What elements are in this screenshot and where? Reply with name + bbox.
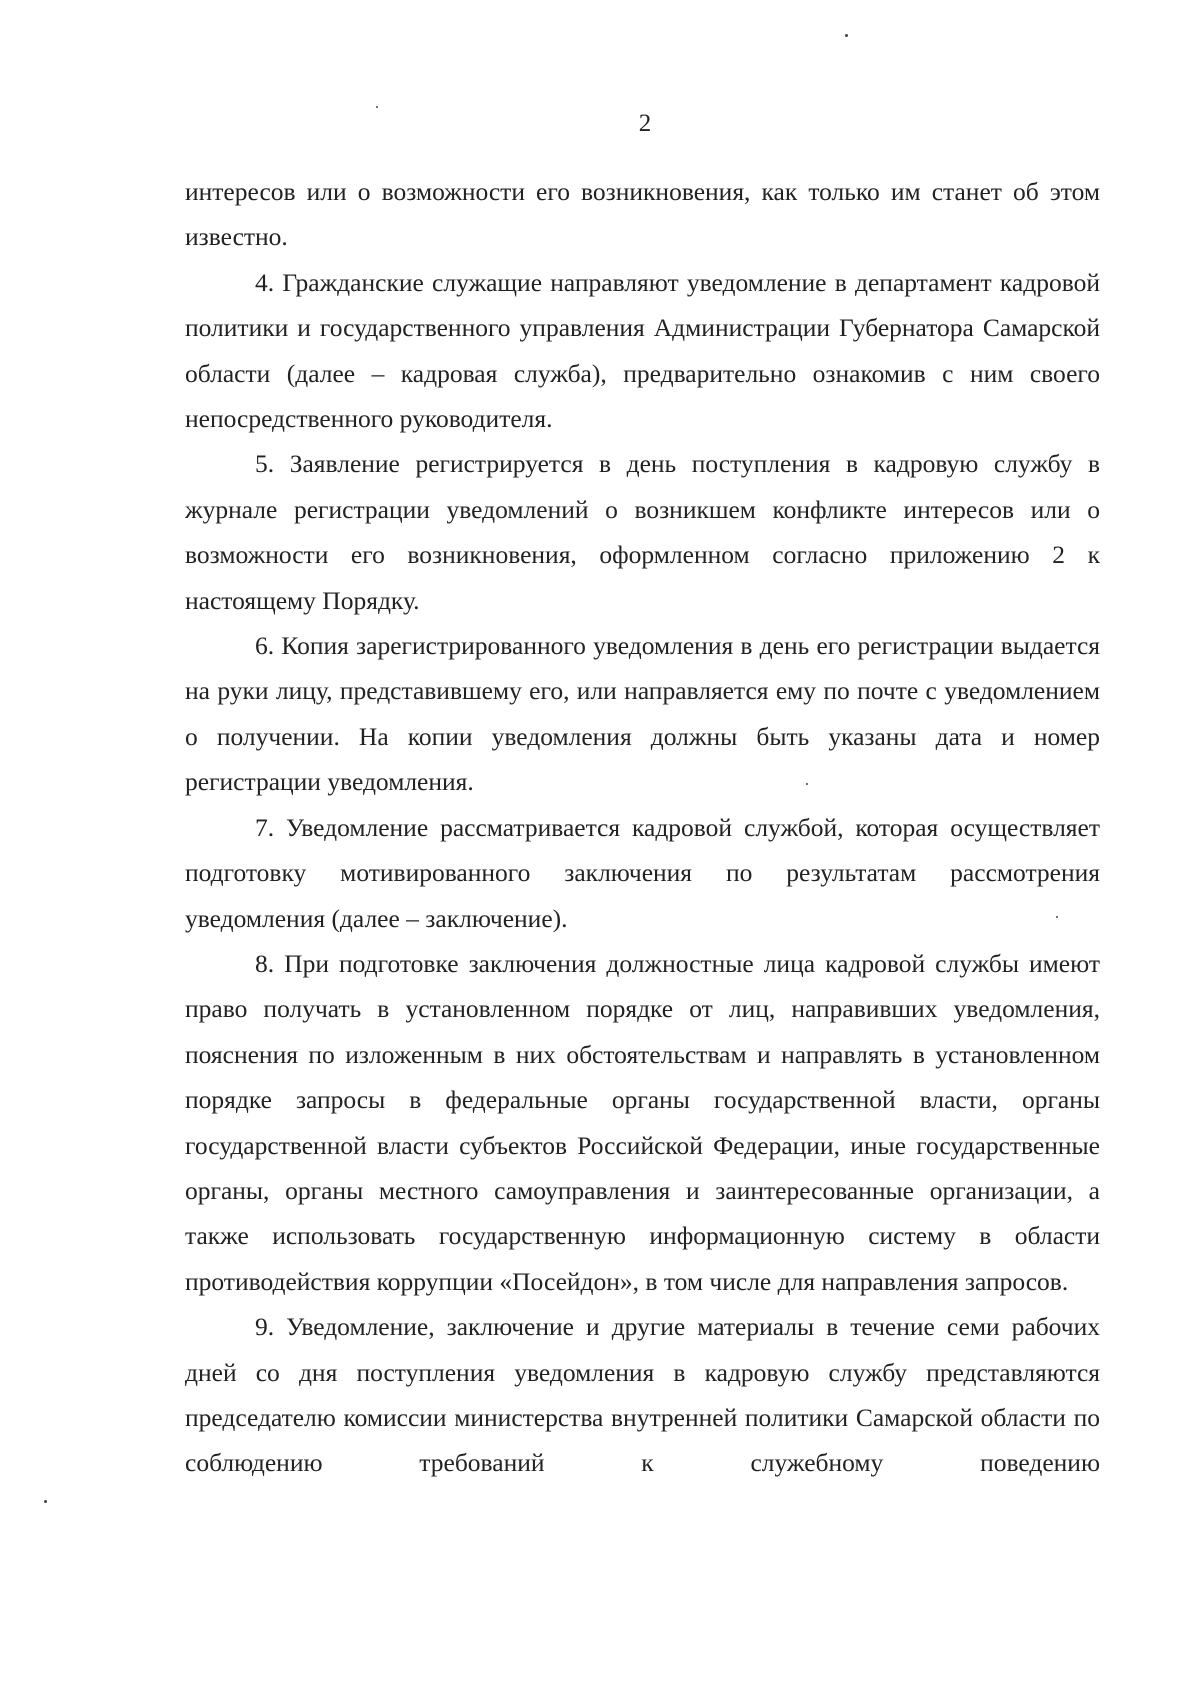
scan-speck	[376, 106, 378, 108]
paragraph-5: 5. Заявление регистрируется в день поступления в кадровую службу в журнале регистрации уведомлений о возникшем конфликте интересов или о возможности его возникновения, оформленном согласно приложению 2 к настоящему Порядку.	[185, 449, 1100, 615]
document-body	[185, 169, 1100, 1486]
paragraph-continuation: интересов или о возможности его возникновения, как только им станет об этом известно.	[185, 177, 1100, 252]
page-number: 2	[638, 110, 652, 137]
paragraph-8: 8. При подготовке заключения должностные лица кадровой службы имеют право получать в установленном порядке от лиц, направивших уведомления, пояснения по изложенным в них обстоятельствам и направлять в установленном порядке запросы в федеральные органы государственной власти, органы государственной власти субъектов Российской Федерации, иные государственные органы, органы местного самоуправления и заинтересованные организации, а также использовать государственную информационную систему в области противодействия коррупции «Посейдон», в том числе для направления запросов.	[185, 948, 1100, 1296]
paragraph-7: 7. Уведомление рассматривается кадровой службой, которая осуществляет подготовку мотивированного заключения по результатам рассмотрения уведомления (далее – заключение).	[185, 812, 1100, 933]
paragraph-9: 9. Уведомление, заключение и другие материалы в течение семи рабочих дней со дня поступления уведомления в кадровую службу представляются председателю комиссии министерства внутренней политики Самарской области по соблюдению требований к служебному поведению	[185, 1312, 1100, 1478]
scan-speck	[44, 1500, 47, 1503]
scan-speck	[1056, 916, 1058, 918]
paragraph-4: 4. Гражданские служащие направляют уведомление в департамент кадровой политики и государственного управления Администрации Губернатора Самарской области (далее – кадровая служба), предварительно ознакомив с ним своего непосредственного руководителя.	[185, 267, 1100, 434]
scan-speck	[845, 34, 848, 37]
paragraph-6: 6. Копия зарегистрированного уведомления в день его регистрации выдается на руки лицу, представившему его, или направляется ему по почте с уведомлением о получении. На копии уведомления должны быть указаны дата и номер регистрации уведомления.	[185, 631, 1100, 797]
scan-speck	[806, 783, 808, 785]
